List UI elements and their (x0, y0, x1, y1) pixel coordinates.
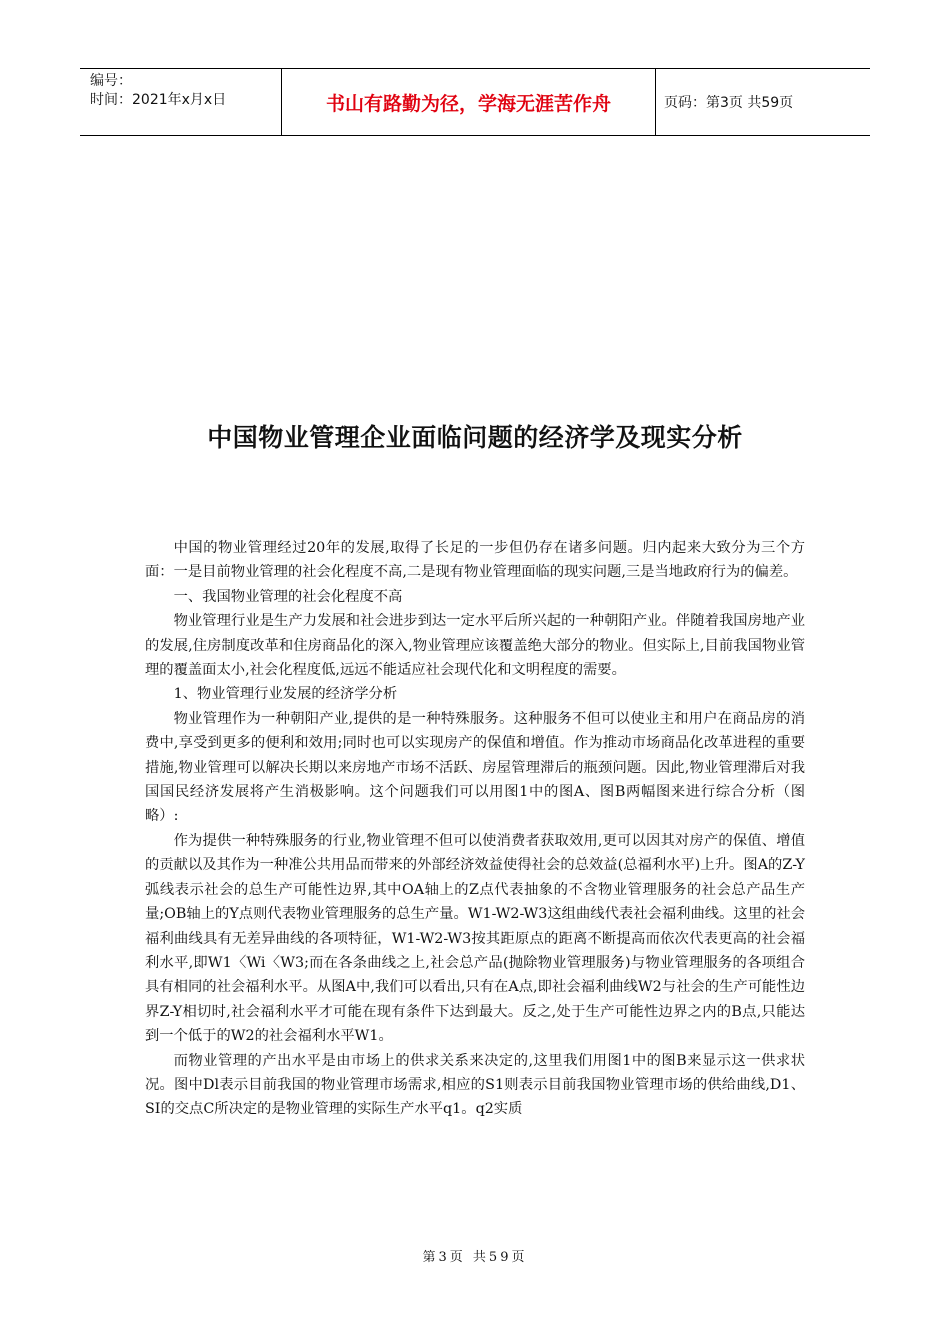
paragraph: 物业管理行业是生产力发展和社会进步到达一定水平后所兴起的一种朝阳产业。伴随着我国房地产业的发展,住房制度改革和住房商品化的深入,物业管理应该覆盖绝大部分的物业。但实际上,目前我国物业管理的覆盖面太小,社会化程度低,远远不能适应社会现代化和文明程度的需要。 (145, 613, 805, 679)
paragraph: 中国的物业管理经过20年的发展,取得了长足的一步但仍存在诸多问题。归内起来大致分为三个方面：一是目前物业管理的社会化程度不高,二是现有物业管理面临的现实问题,三是当地政府行为的偏差。 (145, 540, 805, 581)
page-footer: 第3页 共59页 (422, 1250, 528, 1265)
header-meta (80, 69, 282, 135)
document-title: 中国物业管理企业面临问题的经济学及现实分析 (207, 423, 743, 452)
document-time-label: 时间：2021年x月x日 (90, 92, 227, 108)
document-number-label: 编号： (90, 73, 132, 89)
subsection-heading: 1、物业管理行业发展的经济学分析 (173, 686, 398, 703)
section-heading: 一、我国物业管理的社会化程度不高 (173, 588, 403, 605)
document-body (145, 536, 805, 1122)
paragraph: 作为提供一种特殊服务的行业,物业管理不但可以使消费者获取效用,更可以因其对房产的保值、增值的贡献以及其作为一种准公共用品而带来的外部经济效益使得社会的总效益(总福利水平)上升。图A的Z-Y弧线表示社会的总生产可能性边界,其中OA轴上的Z点代表抽象的不含物业管理服务的社会总产品生产量;OB轴上的Y点则代表物业管理服务的总生产量。W1-W2-W3这组曲线代表社会福利曲线。这里的社会福利曲线具有无差异曲线的各项特征，W1-W2-W3按其距原点的距离不断提高而依次代表更高的社会福利水平,即W1〈Wi〈W3;而在各条曲线之上,社会总产品(抛除物业管理服务)与物业管理服务的各项组合具有相同的社会福利水平。从图A中,我们可以看出,只有在A点,即社会福利曲线W2与社会的生产可能性边界Z-Y相切时,社会福利水平才可能在现有条件下达到最大。反之,处于生产可能性边界之内的B点,只能达到一个低于的W2的社会福利水平W1。 (145, 832, 805, 1045)
header-motto: 书山有路勤为径，学海无涯苦作舟 (282, 69, 656, 135)
paragraph: 物业管理作为一种朝阳产业,提供的是一种特殊服务。这种服务不但可以使业主和用户在商品房的消费中,享受到更多的便利和效用;同时也可以实现房产的保值和增值。作为推动市场商品化改革进程的重要措施,物业管理可以解决长期以来房地产市场不活跃、房屋管理滞后的瓶颈问题。因此,物业管理滞后对我国国民经济发展将产生消极影响。这个问题我们可以用图1中的图A、图B两幅图来进行综合分析（图略）: (145, 710, 805, 825)
paragraph: 而物业管理的产出水平是由市场上的供求关系来决定的,这里我们用图1中的图B来显示这一供求状况。图中Dl表示目前我国的物业管理市场需求,相应的S1则表示目前我国物业管理市场的供给曲线,D1、SI的交点C所决定的是物业管理的实际生产水平q1。q2实质 (145, 1052, 805, 1118)
page-header (80, 68, 870, 136)
header-page-number: 页码：第3页 共59页 (664, 95, 794, 111)
